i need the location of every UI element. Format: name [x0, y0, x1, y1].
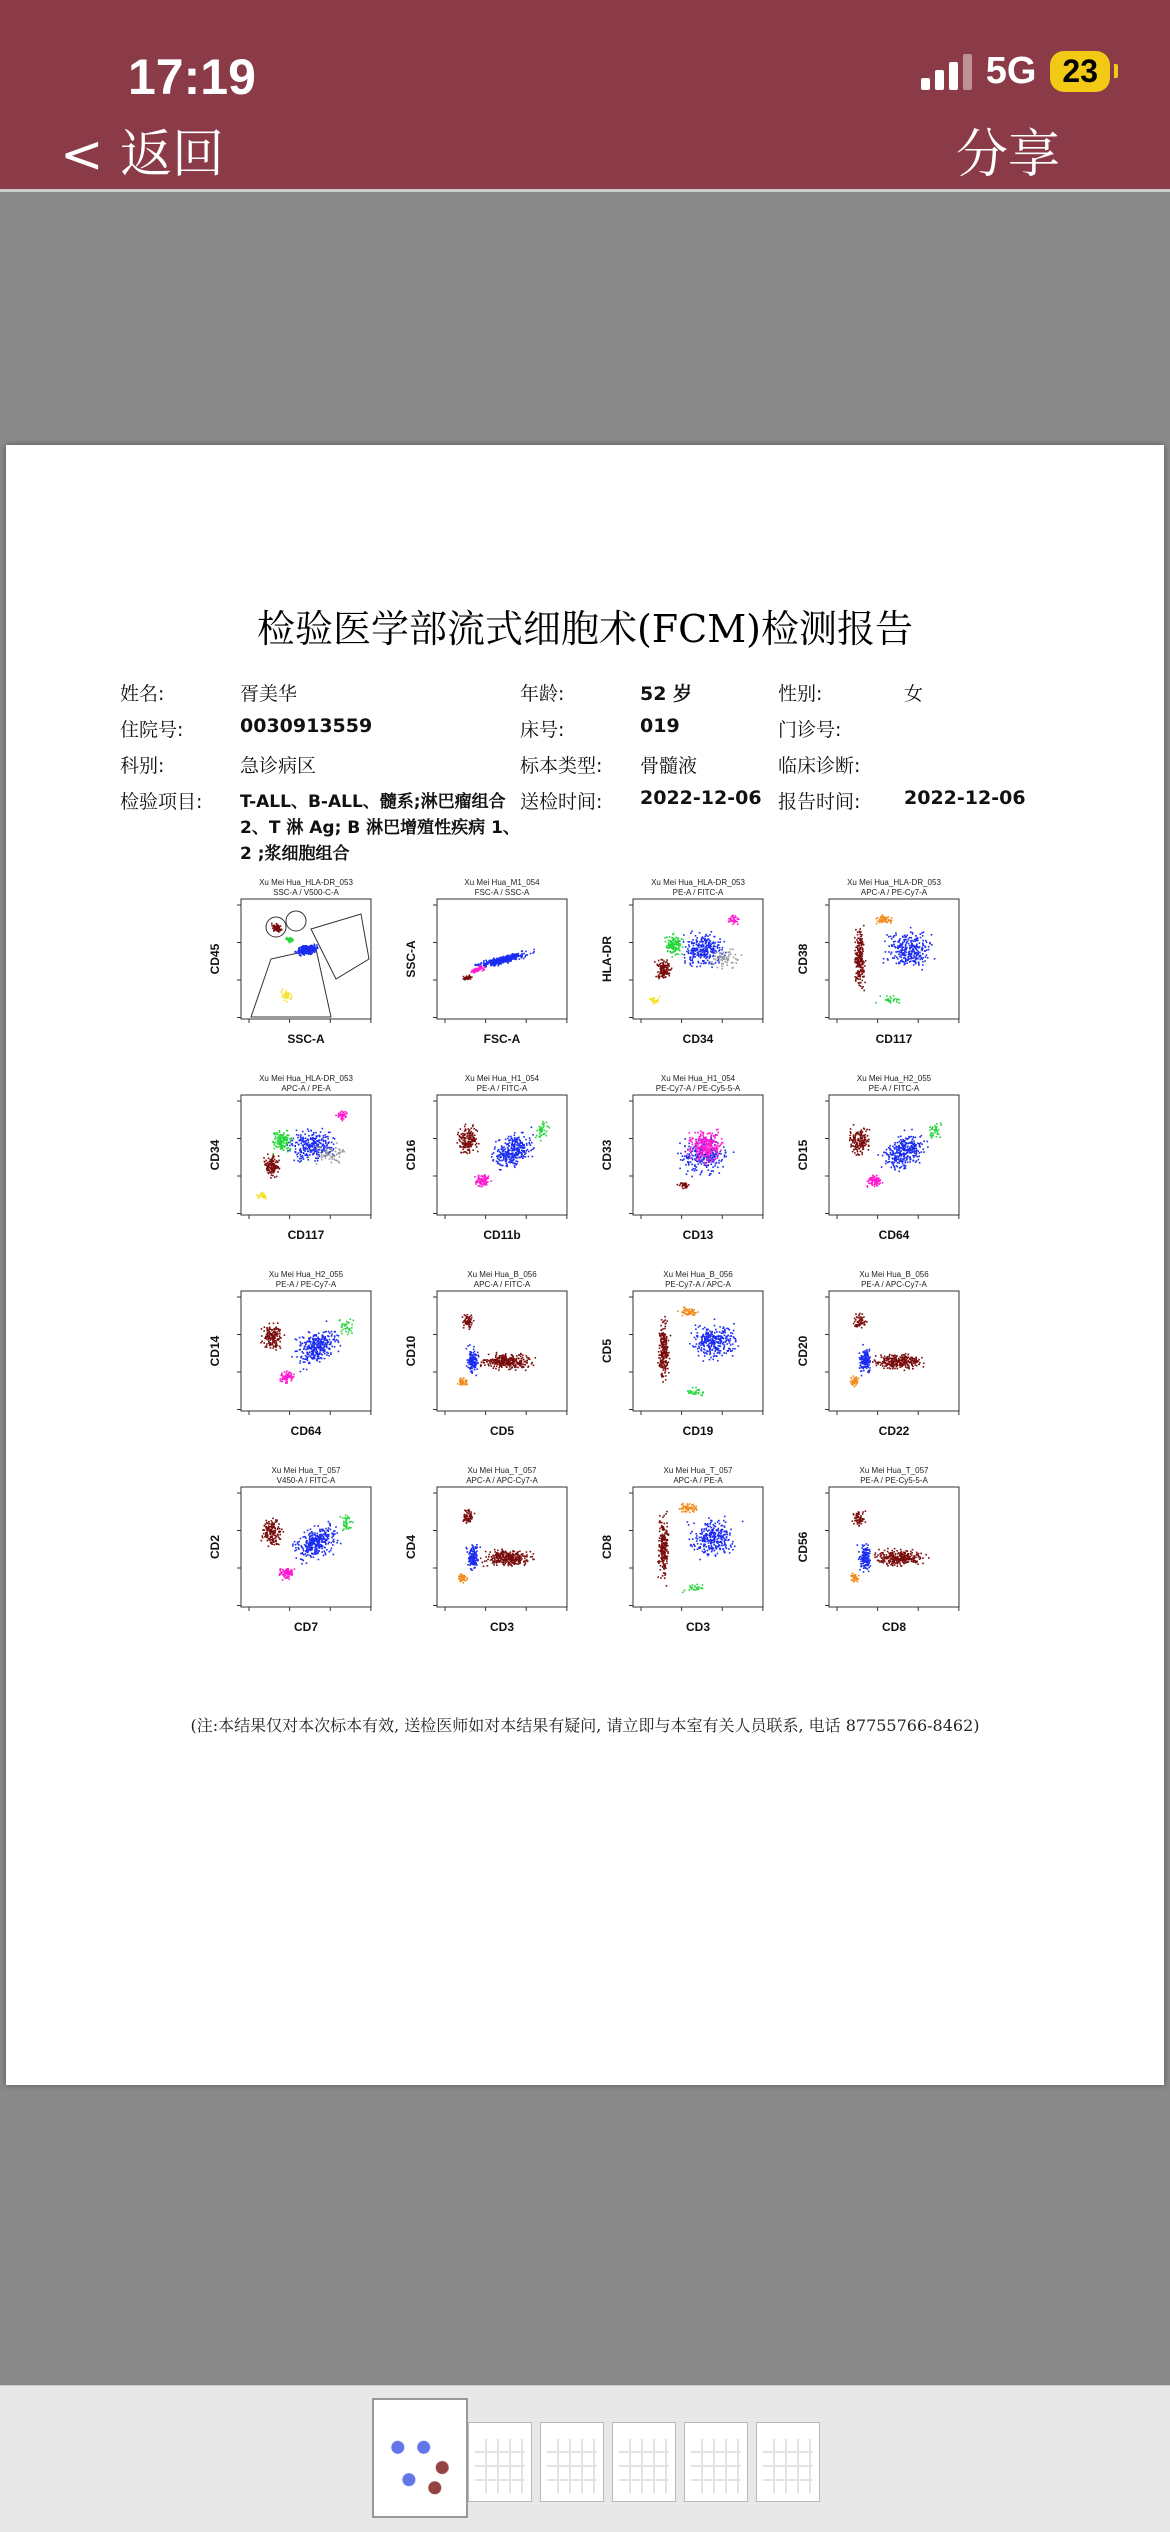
thumbnail-3[interactable] — [540, 2422, 604, 2502]
scatter-plot — [404, 878, 567, 1046]
plot-subtitle: APC-A / PE-A — [673, 1476, 723, 1485]
scatter-plot — [796, 878, 959, 1046]
specimen-label: 标本类型: — [520, 755, 603, 777]
scatter-plot — [208, 1466, 371, 1634]
age-value: 52 岁 — [640, 683, 693, 705]
report-title: 检验医学部流式细胞术(FCM)检测报告 — [256, 607, 913, 651]
plot-subtitle: APC-A / APC-Cy7-A — [466, 1476, 538, 1485]
signal-icon — [921, 54, 972, 90]
plot-title: Xu Mei Hua_T_057 — [271, 1466, 341, 1475]
plot-y-label: CD10 — [404, 1335, 418, 1367]
plot-subtitle: PE-A / FITC-A — [476, 1084, 528, 1093]
plot-y-label: CD20 — [796, 1335, 810, 1367]
plot-x-label: CD11b — [483, 1228, 521, 1242]
status-indicators — [921, 50, 1110, 93]
thumbnail-1[interactable] — [372, 2398, 468, 2518]
status-time: 17:19 — [128, 49, 256, 105]
name-value: 胥美华 — [240, 683, 298, 705]
scatter-plot — [404, 1466, 567, 1634]
plot-x-label: CD5 — [489, 1424, 515, 1438]
thumbnail-4[interactable] — [612, 2422, 676, 2502]
plot-x-label: CD34 — [682, 1032, 714, 1046]
thumbnail-2[interactable] — [468, 2422, 532, 2502]
sent-value: 2022-12-06 — [640, 787, 762, 809]
plot-subtitle: PE-A / PE-Cy7-A — [275, 1280, 337, 1289]
diagnosis-label: 临床诊断: — [778, 755, 861, 777]
specimen-value: 骨髓液 — [640, 755, 698, 777]
name-label: 姓名: — [120, 683, 165, 705]
sex-value: 女 — [904, 683, 924, 705]
report-time-value: 2022-12-06 — [904, 787, 1026, 809]
plot-subtitle: PE-A / FITC-A — [672, 888, 724, 897]
plot-title: Xu Mei Hua_H2_055 — [268, 1270, 344, 1279]
navigation-bar — [0, 0, 1170, 192]
dept-value: 急诊病区 — [240, 755, 317, 777]
plot-y-label: SSC-A — [404, 940, 418, 978]
scatter-plot — [796, 1466, 959, 1634]
plot-x-label: CD13 — [682, 1228, 714, 1242]
bed-label: 床号: — [520, 719, 565, 741]
plot-x-label: CD19 — [682, 1424, 714, 1438]
plot-title: Xu Mei Hua_B_056 — [467, 1270, 537, 1279]
plot-title: Xu Mei Hua_T_057 — [859, 1466, 929, 1475]
scatter-plot — [208, 878, 371, 1046]
scatter-plot — [404, 1270, 567, 1438]
plot-subtitle: V450-A / FITC-A — [276, 1476, 336, 1485]
plot-x-label: CD3 — [489, 1620, 515, 1634]
scatter-plot — [600, 878, 763, 1046]
scatter-plot — [600, 1074, 763, 1242]
plot-subtitle: PE-A / PE-Cy5-5-A — [860, 1476, 928, 1485]
plot-x-label: FSC-A — [483, 1032, 521, 1046]
plot-subtitle: SSC-A / V500-C-A — [273, 888, 339, 897]
plot-title: Xu Mei Hua_M1_054 — [464, 878, 540, 887]
back-button[interactable]: < 返回 — [60, 125, 225, 185]
age-label: 年龄: — [520, 683, 565, 705]
plot-y-label: CD45 — [208, 943, 222, 975]
thumbnail-5[interactable] — [684, 2422, 748, 2502]
plot-subtitle: APC-A / PE-A — [281, 1084, 331, 1093]
plot-x-label: CD64 — [290, 1424, 322, 1438]
network-type: 5G — [985, 50, 1037, 92]
plot-title: Xu Mei Hua_H2_055 — [856, 1074, 932, 1083]
scatter-plot — [208, 1270, 371, 1438]
plot-y-label: CD38 — [796, 943, 810, 975]
sex-label: 性别: — [778, 683, 823, 705]
plot-y-label: CD34 — [208, 1139, 222, 1171]
plots-canvas — [201, 875, 1021, 1655]
plot-x-label: CD117 — [287, 1228, 325, 1242]
items-line-1: T-ALL、B-ALL、髓系;淋巴瘤组合 — [240, 792, 506, 812]
plot-title: Xu Mei Hua_HLA-DR_053 — [259, 878, 353, 887]
plot-y-label: CD14 — [208, 1335, 222, 1367]
thumbnail-6[interactable] — [756, 2422, 820, 2502]
plot-subtitle: APC-A / PE-Cy7-A — [860, 888, 928, 897]
document-viewer[interactable] — [0, 195, 1170, 2385]
report-note: (注:本结果仅对本次标本有效, 送检医师如对本结果有疑问, 请立即与本室有关人员联系, 电话 87755766-8462) — [190, 1716, 980, 1735]
plot-x-label: CD117 — [875, 1032, 913, 1046]
plot-title: Xu Mei Hua_HLA-DR_053 — [847, 878, 941, 887]
plot-subtitle: PE-A / APC-Cy7-A — [861, 1280, 927, 1289]
plot-y-label: CD8 — [600, 1534, 614, 1560]
plot-x-label: CD7 — [293, 1620, 319, 1634]
outpatient-label: 门诊号: — [778, 719, 842, 741]
plot-title: Xu Mei Hua_B_056 — [663, 1270, 733, 1279]
plot-subtitle: PE-Cy7-A / PE-Cy5-5-A — [655, 1084, 741, 1093]
plot-title: Xu Mei Hua_B_056 — [859, 1270, 929, 1279]
plot-x-label: CD8 — [881, 1620, 907, 1634]
plot-x-label: CD64 — [878, 1228, 910, 1242]
plot-subtitle: PE-Cy7-A / APC-A — [665, 1280, 731, 1289]
plot-x-label: SSC-A — [287, 1032, 325, 1046]
flow-cytometry-plots — [201, 875, 1021, 1655]
bed-value: 019 — [640, 715, 680, 737]
plot-title: Xu Mei Hua_T_057 — [467, 1466, 537, 1475]
plot-y-label: CD33 — [600, 1139, 614, 1171]
inpatient-label: 住院号: — [120, 719, 184, 741]
items-label: 检验项目: — [120, 791, 203, 813]
report-time-label: 报告时间: — [778, 791, 861, 813]
plot-y-label: CD2 — [208, 1534, 222, 1560]
plot-y-label: CD15 — [796, 1139, 810, 1171]
nav-divider — [0, 189, 1170, 192]
plot-subtitle: PE-A / FITC-A — [868, 1084, 920, 1093]
plot-x-label: CD3 — [685, 1620, 711, 1634]
scatter-plot — [796, 1270, 959, 1438]
scatter-plot — [600, 1270, 763, 1438]
share-button[interactable]: 分享 — [955, 125, 1060, 185]
plot-y-label: CD56 — [796, 1531, 810, 1563]
items-line-2: 2、T 淋 Ag; B 淋巴增殖性疾病 1、 — [240, 818, 520, 838]
thumbnail-strip — [0, 2385, 1170, 2532]
plot-title: Xu Mei Hua_HLA-DR_053 — [651, 878, 745, 887]
plot-subtitle: FSC-A / SSC-A — [474, 888, 530, 897]
plot-title: Xu Mei Hua_H1_054 — [464, 1074, 540, 1083]
scatter-plot — [796, 1074, 959, 1242]
sent-label: 送检时间: — [520, 791, 603, 813]
plot-y-label: HLA-DR — [600, 936, 614, 982]
inpatient-value: 0030913559 — [240, 715, 373, 737]
items-line-3: 2 ;浆细胞组合 — [240, 844, 350, 864]
plot-y-label: CD5 — [600, 1338, 614, 1364]
plot-y-label: CD16 — [404, 1139, 418, 1171]
plot-title: Xu Mei Hua_H1_054 — [660, 1074, 736, 1083]
plot-title: Xu Mei Hua_T_057 — [663, 1466, 733, 1475]
plot-x-label: CD22 — [878, 1424, 910, 1438]
scatter-plot — [600, 1466, 763, 1634]
scatter-plot — [404, 1074, 567, 1242]
dept-label: 科别: — [120, 755, 165, 777]
scatter-plot — [208, 1074, 371, 1242]
document-page — [6, 445, 1164, 2085]
plot-y-label: CD4 — [404, 1534, 418, 1560]
plot-subtitle: APC-A / FITC-A — [473, 1280, 531, 1289]
plot-title: Xu Mei Hua_HLA-DR_053 — [259, 1074, 353, 1083]
battery-icon: 23 — [1050, 51, 1110, 92]
